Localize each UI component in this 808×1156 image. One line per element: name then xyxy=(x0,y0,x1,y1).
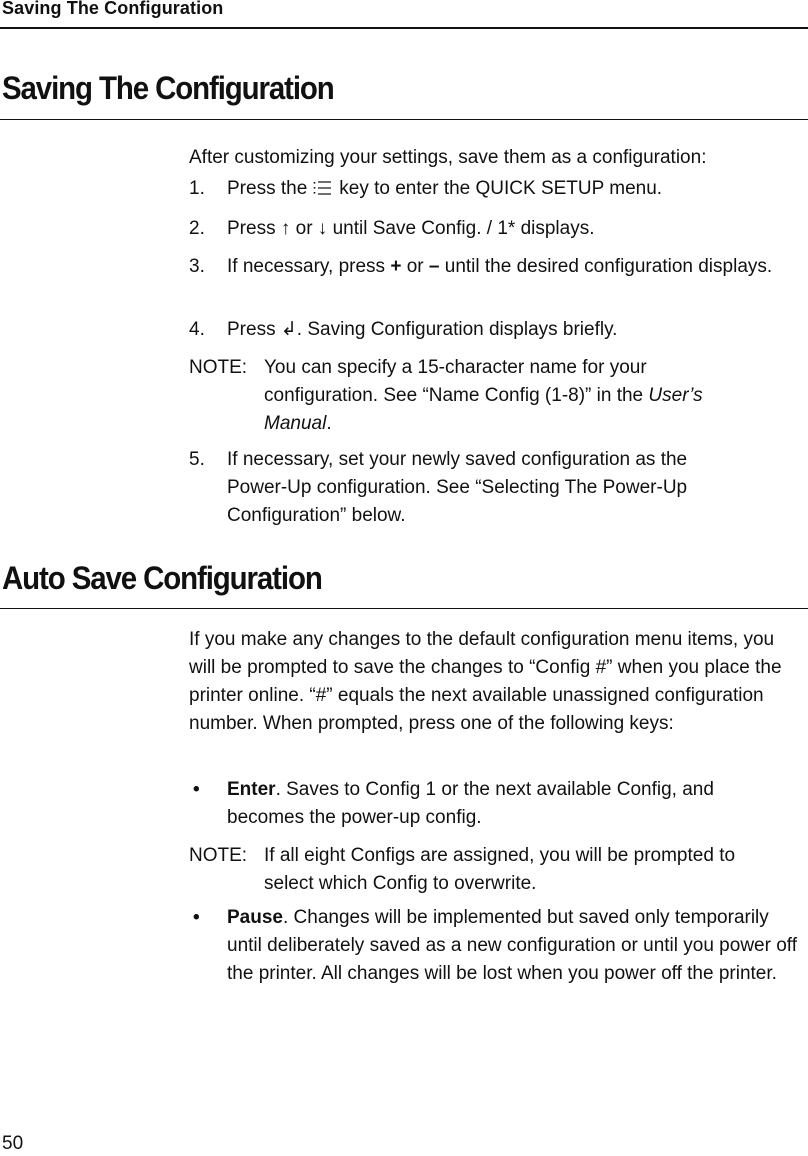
step-number: 1. xyxy=(189,178,205,199)
step-4 xyxy=(189,316,801,344)
note-text: If all eight Configs are assigned, you will be prompted to select which Config to overwrite. xyxy=(264,845,736,894)
step-number: 2. xyxy=(189,218,205,239)
running-head: Saving The Configuration xyxy=(2,0,224,18)
step-5 xyxy=(189,446,801,530)
note-configs-assigned xyxy=(189,842,801,898)
page-number: 50 xyxy=(2,1133,24,1154)
bullet-text: Pause. Changes will be implemented but saved only temporarily until deliberately saved as a new configuration or until you power off the printer. All changes will be lost when you power off the printer. xyxy=(227,907,797,984)
section-title-auto-save: Auto Save Configuration xyxy=(2,560,322,596)
step-text: Press ↲. Saving Configuration displays briefly. xyxy=(227,319,618,340)
bullet-pause xyxy=(189,904,801,988)
step-number: 5. xyxy=(189,449,205,470)
bullet-mark: • xyxy=(193,779,200,800)
section-title-saving: Saving The Configuration xyxy=(2,70,334,106)
step-text: Press ↑ or ↓ until Save Config. / 1* displays. xyxy=(227,218,595,239)
note-label: NOTE: xyxy=(189,845,248,866)
section1-intro: After customizing your settings, save them as a configuration: xyxy=(189,147,707,168)
step-1 xyxy=(189,175,801,203)
minus-key: – xyxy=(428,256,440,277)
bullet-enter xyxy=(189,776,801,832)
step-text: If necessary, set your newly saved configuration as the Power-Up configuration. See “Selecting The Power-Up Configuration” below. xyxy=(227,449,688,526)
step-3 xyxy=(189,253,801,281)
step-text: Press the key to enter the QUICK SETUP menu. xyxy=(227,178,663,199)
section-rule-saving xyxy=(0,119,808,120)
pause-key: Pause xyxy=(227,907,283,928)
bullet-mark: • xyxy=(193,907,200,928)
section-rule-auto-save xyxy=(0,608,808,609)
quick-setup-menu-icon xyxy=(313,179,333,197)
plus-key: + xyxy=(390,256,402,277)
step-number: 4. xyxy=(189,319,205,340)
note-text: You can specify a 15-character name for your configuration. See “Name Config (1-8)” in the User’s Manual. xyxy=(264,357,703,434)
enter-key: Enter xyxy=(227,779,276,800)
note-config-name xyxy=(189,354,801,438)
running-head-rule xyxy=(0,27,808,29)
step-number: 3. xyxy=(189,256,205,277)
section2-intro: If you make any changes to the default configuration menu items, you will be prompted to save the changes to “Config #” when you place the printer online. “#” equals the next available unassigned configuration number. When prompted, press one of the following keys: xyxy=(189,629,782,734)
step-text: If necessary, press + or – until the desired configuration displays. xyxy=(227,256,773,277)
step-2 xyxy=(189,215,801,243)
bullet-text: Enter. Saves to Config 1 or the next available Config, and becomes the power-up config. xyxy=(227,779,714,828)
note-label: NOTE: xyxy=(189,357,248,378)
